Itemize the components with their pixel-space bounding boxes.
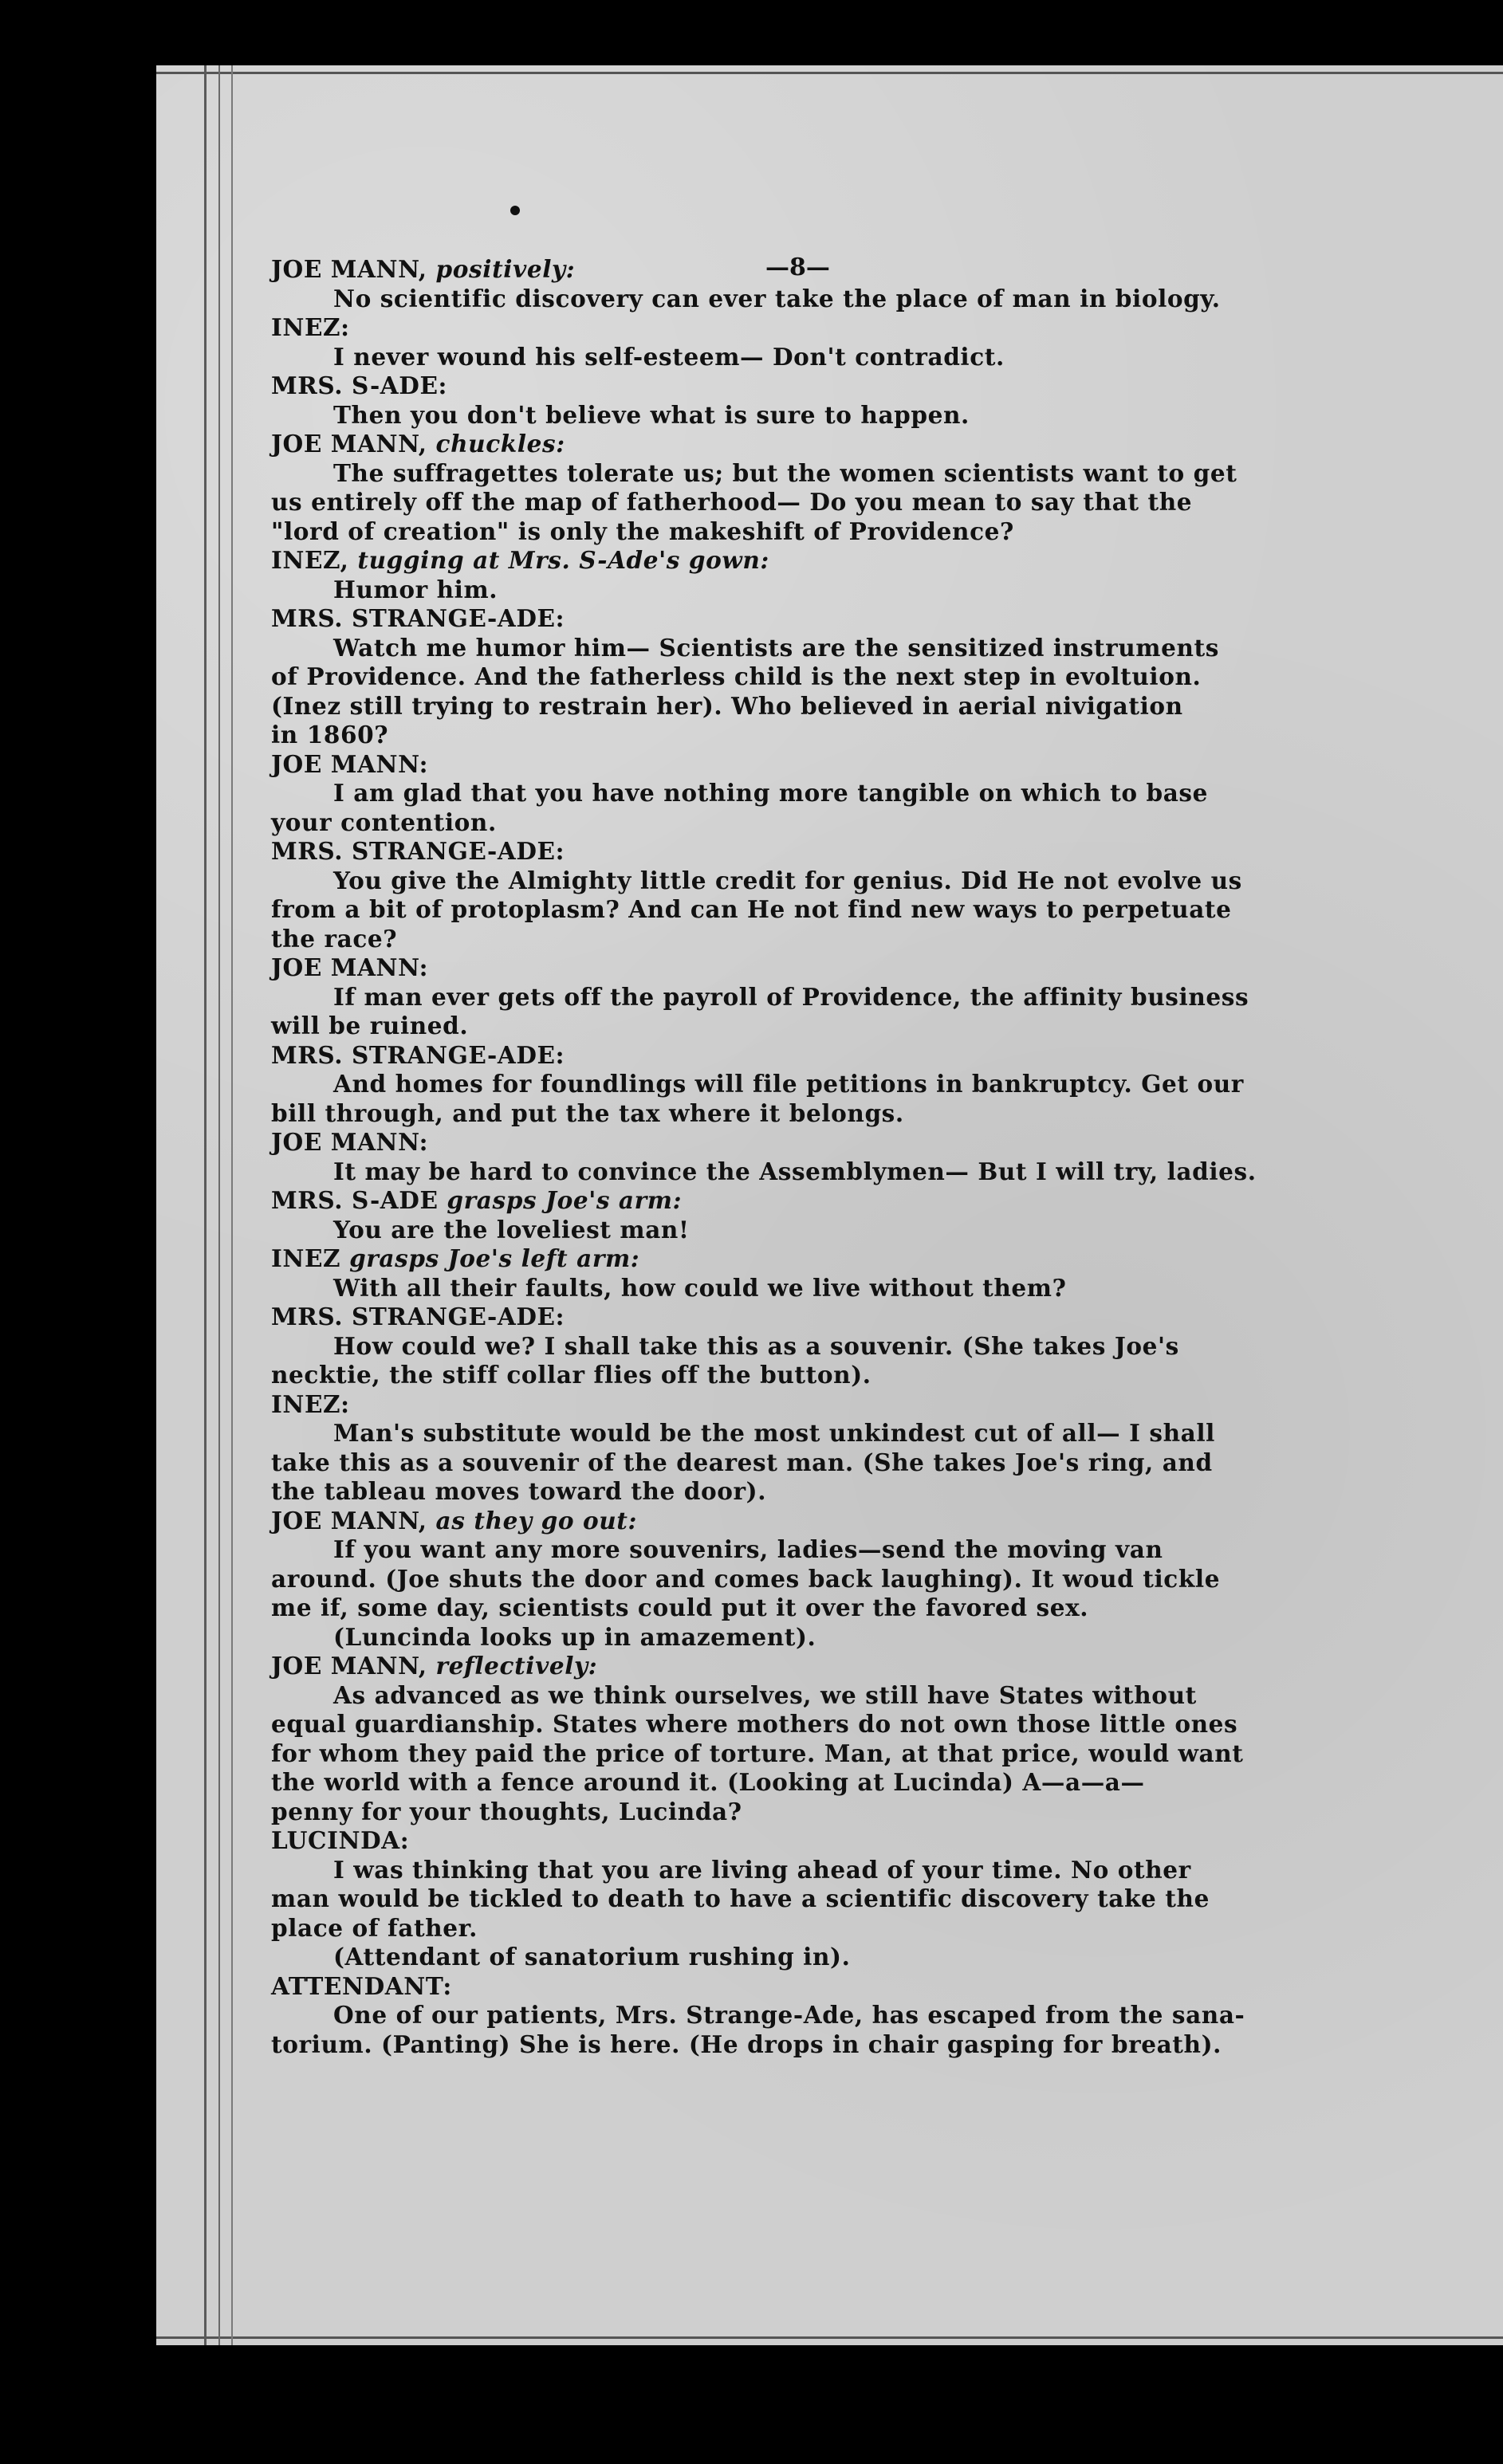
dialogue-continuation: "lord of creation" is only the makeshift of Providence? xyxy=(271,517,1014,545)
dialogue-line: One of our patients, Mrs. Strange-Ade, has escaped from the sana- xyxy=(333,2001,1245,2029)
dialogue-line: You give the Almighty little credit for genius. Did He not evolve us xyxy=(333,866,1242,894)
dialogue-continuation: penny for your thoughts, Lucinda? xyxy=(271,1797,742,1825)
dialogue-line: If you want any more souvenirs, ladies—send the moving van xyxy=(333,1535,1163,1563)
dialogue-line: If man ever gets off the payroll of Providence, the affinity business xyxy=(333,982,1249,1011)
frame-bottom-rule xyxy=(156,2336,1503,2339)
dialogue-line: And homes for foundlings will file petitions in bankruptcy. Get our xyxy=(333,1070,1244,1098)
dialogue-continuation: will be ruined. xyxy=(271,1012,469,1039)
speaker-heading xyxy=(271,1186,1355,1216)
speaker-heading xyxy=(271,313,1355,343)
speaker-name: INEZ: xyxy=(271,1389,350,1418)
ink-speck xyxy=(510,206,520,215)
speaker-name: JOE MANN: xyxy=(271,953,429,981)
dialogue-continuation: of Providence. And the fatherless child is the next step in evoltuion. xyxy=(271,662,1202,690)
script-body xyxy=(271,255,1355,2059)
dialogue-continuation: your contention. xyxy=(271,808,497,836)
frame-top-rule xyxy=(156,72,1503,74)
dialogue-line: Then you don't believe what is sure to happen. xyxy=(333,400,970,429)
speaker-heading xyxy=(271,371,1355,401)
dialogue-continuation: the race? xyxy=(271,924,398,953)
speaker-name: MRS. STRANGE-ADE: xyxy=(271,604,565,632)
speaker-name: MRS. STRANGE-ADE: xyxy=(271,1040,565,1069)
speaker-name: JOE MANN, xyxy=(271,255,436,283)
dialogue-line: The suffragettes tolerate us; but the women scientists want to get xyxy=(333,458,1237,487)
dialogue-continuation: in 1860? xyxy=(271,721,389,749)
dialogue-line: With all their faults, how could we live without them? xyxy=(333,1273,1067,1302)
dialogue-line: As advanced as we think ourselves, we still have States without xyxy=(333,1680,1197,1709)
dialogue-continuation: equal guardianship. States where mothers do not own those little ones xyxy=(271,1710,1238,1738)
speaker-heading xyxy=(271,750,1355,780)
speaker-heading xyxy=(271,1390,1355,1420)
stage-direction: grasps Joe's left arm: xyxy=(349,1244,640,1272)
speaker-heading xyxy=(271,430,1355,459)
speaker-name: JOE MANN, xyxy=(271,430,436,458)
speaker-name: INEZ xyxy=(271,1244,350,1272)
dialogue-continuation: torium. (Panting) She is here. (He drops in chair gasping for breath). xyxy=(271,2030,1222,2058)
dialogue-line: How could we? I shall take this as a souvenir. (She takes Joe's xyxy=(333,1331,1179,1360)
frame-left-rule xyxy=(204,65,207,2345)
dialogue-line: I was thinking that you are living ahead of your time. No other xyxy=(333,1855,1191,1884)
stage-direction: tugging at Mrs. S-Ade's gown: xyxy=(357,546,769,574)
frame-left-rule-inner xyxy=(218,65,220,2345)
dialogue-continuation: the world with a fence around it. (Looking at Lucinda) A—a—a— xyxy=(271,1768,1145,1796)
dialogue-continuation: us entirely off the map of fatherhood— Do you mean to say that the xyxy=(271,488,1193,516)
speaker-heading xyxy=(271,1826,1355,1856)
speaker-name: JOE MANN, xyxy=(271,1506,436,1535)
dialogue-continuation: man would be tickled to death to have a scientific discovery take the xyxy=(271,1884,1210,1912)
dialogue-line: (Luncinda looks up in amazement). xyxy=(333,1622,816,1651)
scan-border xyxy=(0,0,151,2464)
dialogue-continuation: for whom they paid the price of torture. Man, at that price, would want xyxy=(271,1739,1244,1767)
speaker-name: ATTENDANT: xyxy=(271,1971,452,2000)
speaker-heading xyxy=(271,837,1355,867)
dialogue-continuation: (Inez still trying to restrain her). Who believed in aerial nivigation xyxy=(271,691,1183,720)
speaker-name: MRS. STRANGE-ADE: xyxy=(271,837,565,865)
speaker-heading xyxy=(271,604,1355,634)
dialogue-line: You are the loveliest man! xyxy=(333,1215,690,1244)
dialogue-continuation: place of father. xyxy=(271,1913,478,1942)
speaker-heading xyxy=(271,1128,1355,1157)
dialogue-continuation: necktie, the stiff collar flies off the button). xyxy=(271,1361,872,1389)
stage-direction: grasps Joe's arm: xyxy=(447,1186,683,1214)
speaker-heading xyxy=(271,255,1355,285)
dialogue-line: It may be hard to convince the Assemblymen— But I will try, ladies. xyxy=(333,1157,1257,1185)
dialogue-continuation: me if, some day, scientists could put it over the favored sex. xyxy=(271,1594,1089,1621)
dialogue-line: I never wound his self-esteem— Don't contradict. xyxy=(333,342,1005,371)
dialogue-line: Humor him. xyxy=(333,575,498,603)
speaker-heading xyxy=(271,1244,1355,1274)
dialogue-continuation: bill through, and put the tax where it belongs. xyxy=(271,1098,904,1127)
dialogue-line: No scientific discovery can ever take the place of man in biology. xyxy=(333,284,1221,312)
dialogue-continuation: the tableau moves toward the door). xyxy=(271,1477,767,1505)
speaker-name: JOE MANN: xyxy=(271,1128,429,1156)
dialogue-continuation: around. (Joe shuts the door and comes back laughing). It woud tickle xyxy=(271,1564,1221,1593)
dialogue-continuation: from a bit of protoplasm? And can He not find new ways to perpetuate xyxy=(271,895,1232,923)
speaker-heading xyxy=(271,1041,1355,1071)
speaker-heading xyxy=(271,1972,1355,2002)
stage-direction: as they go out: xyxy=(435,1506,638,1535)
speaker-heading xyxy=(271,1507,1355,1536)
frame-left-rule-inner-2 xyxy=(231,65,233,2345)
speaker-name: INEZ: xyxy=(271,313,350,341)
stage-direction: positively: xyxy=(435,255,576,283)
speaker-name: JOE MANN, xyxy=(271,1652,436,1680)
page-number: —8— xyxy=(765,253,830,281)
dialogue-line: Man's substitute would be the most unkindest cut of all— I shall xyxy=(333,1419,1215,1447)
speaker-name: INEZ, xyxy=(271,546,358,574)
speaker-name: LUCINDA: xyxy=(271,1826,410,1854)
speaker-heading xyxy=(271,1303,1355,1332)
dialogue-line: I am glad that you have nothing more tangible on which to base xyxy=(333,779,1209,807)
speaker-name: MRS. STRANGE-ADE: xyxy=(271,1303,565,1330)
speaker-heading xyxy=(271,1652,1355,1681)
speaker-name: MRS. S-ADE: xyxy=(271,371,448,399)
stage-direction: reflectively: xyxy=(435,1652,598,1680)
dialogue-line: Watch me humor him— Scientists are the sensitized instruments xyxy=(333,633,1219,662)
speaker-name: MRS. S-ADE xyxy=(271,1186,447,1214)
dialogue-continuation: take this as a souvenir of the dearest man. (She takes Joe's ring, and xyxy=(271,1448,1213,1476)
speaker-heading xyxy=(271,953,1355,983)
speaker-name: JOE MANN: xyxy=(271,749,429,778)
speaker-heading xyxy=(271,546,1355,576)
stage-direction: chuckles: xyxy=(435,430,565,458)
dialogue-line: (Attendant of sanatorium rushing in). xyxy=(333,1943,851,1971)
